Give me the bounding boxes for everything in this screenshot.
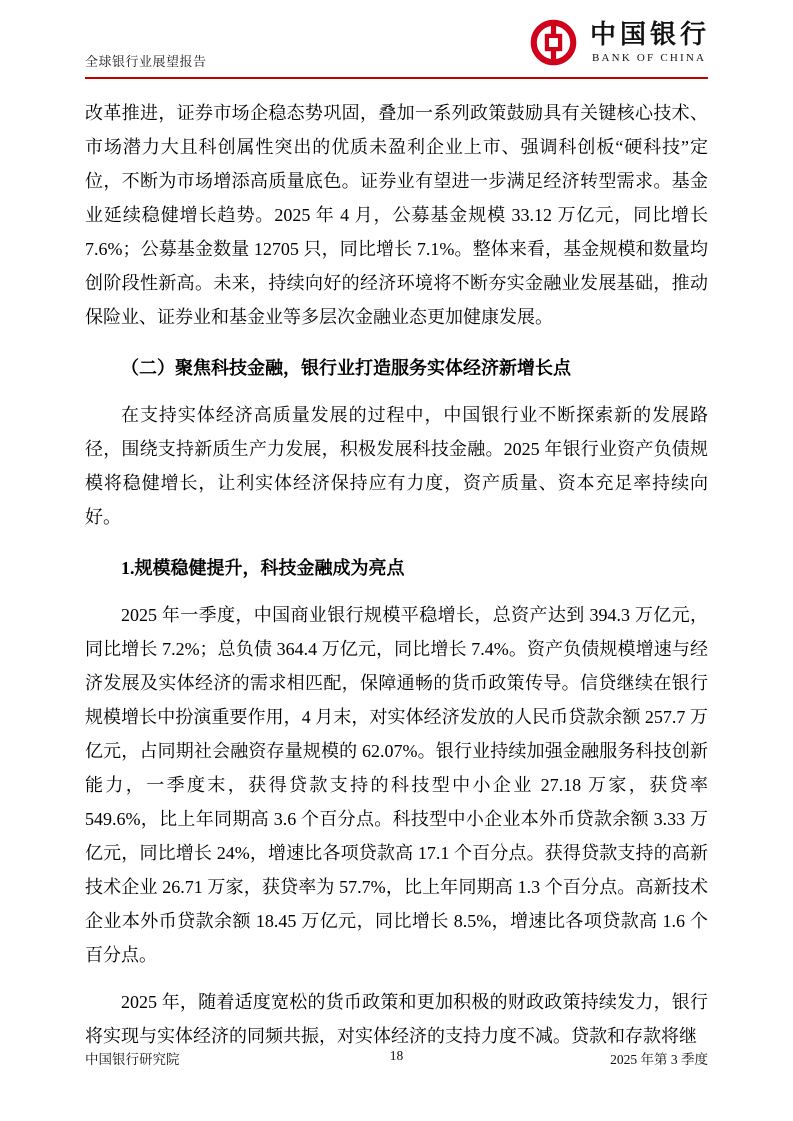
logo-cn-name: 中国银行 bbox=[589, 20, 710, 50]
report-title: 全球银行业展望报告 bbox=[85, 54, 207, 69]
section-heading: 1.规模稳健提升，科技金融成为亮点 bbox=[121, 558, 405, 578]
header-divider bbox=[85, 77, 708, 79]
footer-issue: 2025 年第 3 季度 bbox=[610, 1052, 708, 1067]
body-paragraph: 2025 年，随着适度宽松的货币政策和更加积极的财政政策持续发力，银行将实现与实体经济的同频共振，对实体经济的支持力度不减。贷款和存款将继 bbox=[85, 992, 708, 1046]
bank-of-china-logo bbox=[530, 19, 710, 66]
bank-of-china-emblem-icon bbox=[530, 19, 577, 66]
body-paragraph: 在支持实体经济高质量发展的过程中，中国银行业不断探索新的发展路径，围绕支持新质生产力发展，积极发展科技金融。2025 年银行业资产负债规模将稳健增长，让利实体经济保持应有力度，资产质量、资本充足率持续向好。 bbox=[85, 405, 708, 527]
body-paragraph: 2025 年一季度，中国商业银行规模平稳增长，总资产达到 394.3 万亿元，同比增长 7.2%；总负债 364.4 万亿元，同比增长 7.4%。资产负债规模增速与经济发展及实体经济的需求相匹配，保障通畅的货币政策传导。信贷继续在银行规模增长中扮演重要作用，4 月末，对实体经济发放的人民币贷款余额 257.7 万亿元，占同期社会融资存量规模的 62.07%。银行业持续加强金融服务科技创新能力，一季度末，获得贷款支持的科技型中小企业 27.18 万家，获贷率 549.6%，比上年同期高 3.6 个百分点。科技型中小企业本外币贷款余额 3.33 万亿元，同比增长 24%，增速比各项贷款高 17.1 个百分点。获得贷款支持的高新技术企业 26.71 万家，获贷率为 57.7%，比上年同期高 1.3 个百分点。高新技术企业本外币贷款余额 18.45 万亿元，同比增长 8.5%，增速比各项贷款高 1.6 个百分点。 bbox=[85, 605, 708, 965]
logo-en-name: BANK OF CHINA bbox=[592, 51, 707, 64]
section-heading: （二）聚焦科技金融，银行业打造服务实体经济新增长点 bbox=[121, 358, 571, 378]
document-body bbox=[85, 96, 708, 1066]
logo-text bbox=[586, 21, 710, 64]
page-number: 18 bbox=[389, 1048, 404, 1063]
footer-institution: 中国银行研究院 bbox=[85, 1052, 180, 1067]
body-paragraph: 改革推进，证券市场企稳态势巩固，叠加一系列政策鼓励具有关键核心技术、市场潜力大且科创属性突出的优质未盈利企业上市、强调科创板“硬科技”定位，不断为市场增添高质量底色。证券业有望进一步满足经济转型需求。基金业延续稳健增长趋势。2025 年 4 月，公募基金规模 33.12 万亿元，同比增长 7.6%；公募基金数量 12705 只，同比增长 7.1%。整体来看，基金规模和数量均创阶段性新高。未来，持续向好的经济环境将不断夯实金融业发展基础，推动保险业、证券业和基金业等多层次金融业态更加健康发展。 bbox=[85, 103, 708, 327]
